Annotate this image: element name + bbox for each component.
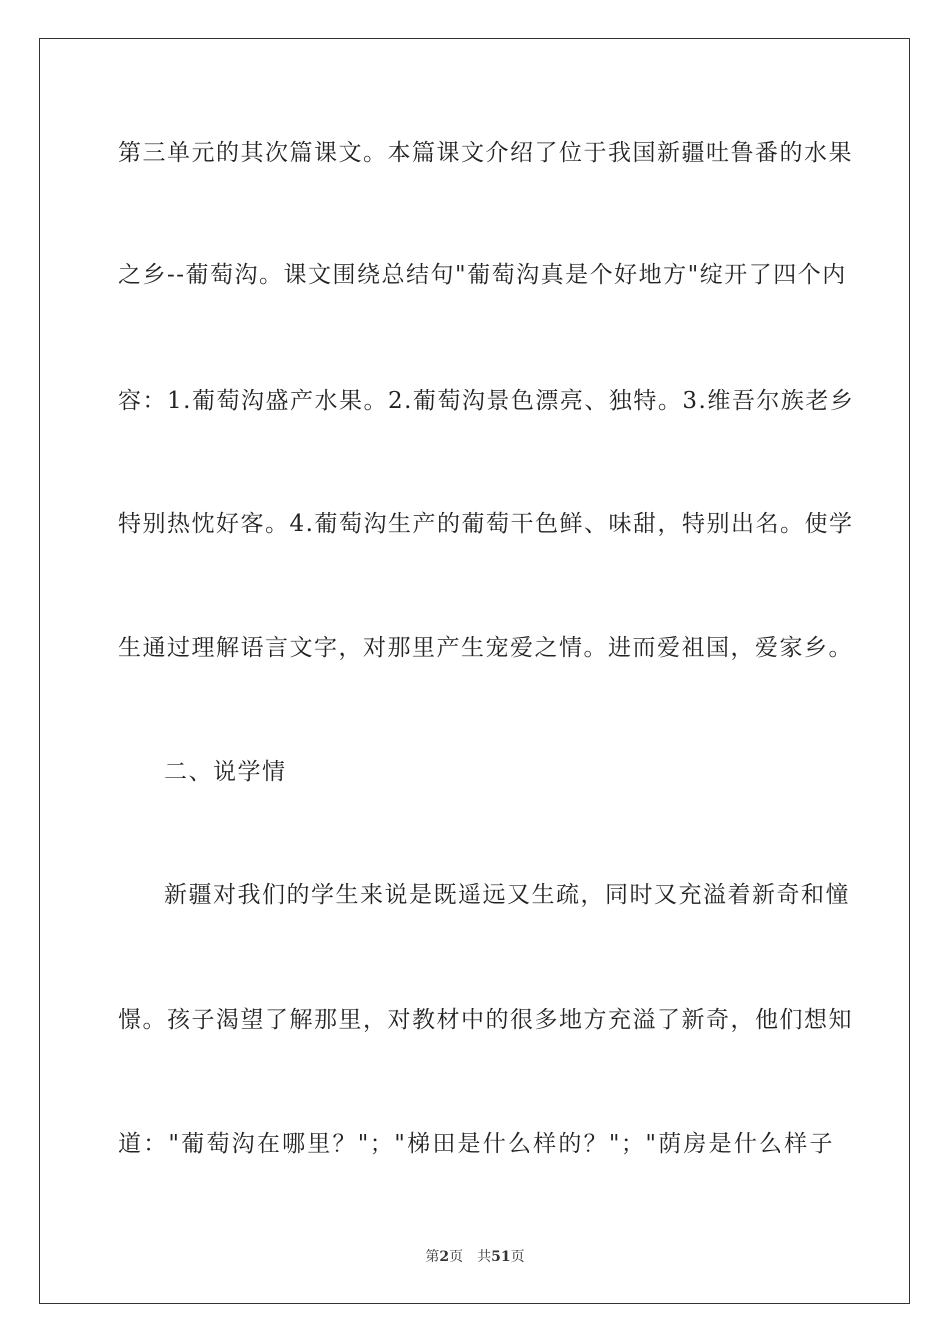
- page-footer: [0, 1248, 950, 1266]
- footer-total-suffix: 页: [510, 1249, 525, 1265]
- footer-total-prefix: 共: [477, 1249, 492, 1265]
- body-line-3: 容：1.葡萄沟盛产水果。2.葡萄沟景色漂亮、独特。3.维吾尔族老乡: [118, 388, 855, 414]
- footer-total-pages: 51: [491, 1249, 511, 1265]
- footer-page-prefix: 第: [425, 1249, 440, 1265]
- body-line-4: 特别热忱好客。4.葡萄沟生产的葡萄干色鲜、味甜，特别出名。使学: [118, 511, 854, 537]
- body-line-2: 之乡--葡萄沟。课文围绕总结句"葡萄沟真是个好地方"绽开了四个内: [118, 262, 847, 288]
- section-heading: 二、说学情: [164, 759, 287, 785]
- footer-page-suffix: 页: [449, 1249, 464, 1265]
- page-frame: [39, 38, 910, 1304]
- body-line-1: 第三单元的其次篇课文。本篇课文介绍了位于我国新疆吐鲁番的水果: [118, 140, 853, 166]
- paragraph2-line-3: 道："葡萄沟在哪里？"；"梯田是什么样的？"；"荫房是什么样子: [118, 1131, 834, 1157]
- paragraph2-line-1: 新疆对我们的学生来说是既遥远又生疏，同时又充溢着新奇和憧: [164, 882, 850, 908]
- footer-page-number: 2: [439, 1249, 450, 1265]
- paragraph2-line-2: 憬。孩子渴望了解那里，对教材中的很多地方充溢了新奇，他们想知: [118, 1007, 853, 1033]
- body-line-5: 生通过理解语言文字，对那里产生宠爱之情。进而爱祖国，爱家乡。: [118, 635, 853, 661]
